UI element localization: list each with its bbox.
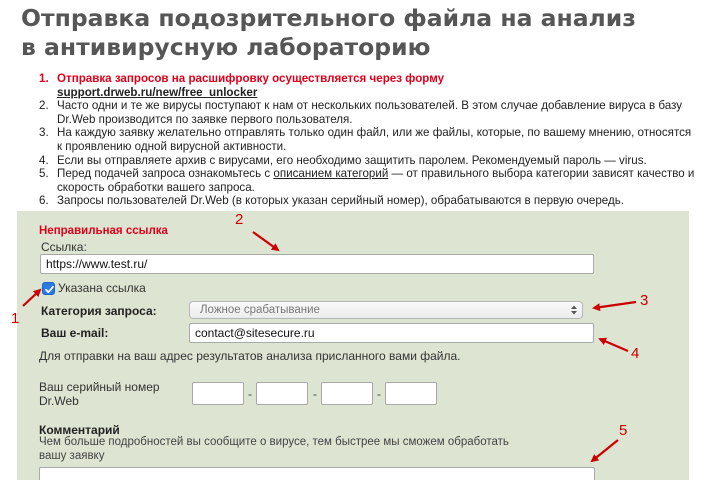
rule-text: Часто одни и те же вирусы поступают к нам от нескольких пользователей. В этом случае добавление вируса в базу Dr.Web производится по заявке первого пользователя. [57,99,683,126]
url-checkbox[interactable] [42,282,55,295]
checkbox-label[interactable]: Указана ссылка [58,281,146,295]
serial-label-line-2: Dr.Web [39,394,79,408]
annotation-number-2: 2 [235,211,244,228]
serial-separator: - [313,387,317,401]
rule-number: 3. [39,126,49,140]
comment-hint-line-1: Чем больше подробностей вы сообщите о вирусе, тем быстрее мы сможем обработать [39,436,509,448]
page-title-line-1: Отправка подозрительного файла на анализ [21,4,636,32]
annotation-number-1: 1 [11,310,20,327]
rule-number: 5. [39,167,49,181]
category-selected-value: Ложное срабатывание [200,304,320,316]
url-label: Ссылка: [41,240,87,254]
rule-number: 4. [39,153,49,167]
page-title [21,4,691,62]
unlocker-link[interactable]: support.drweb.ru/new/free_unlocker [57,85,258,99]
rule-item-1 [39,72,699,99]
rule-number: 2. [39,99,49,113]
comment-textarea[interactable] [39,467,595,480]
rule-text: Отправка запросов на расшифровку осуществляется через форму [57,72,445,85]
serial-input-4[interactable] [385,382,437,405]
serial-input-2[interactable] [256,382,308,405]
serial-separator: - [248,387,252,401]
serial-input-1[interactable] [192,382,244,405]
email-label: Ваш e-mail: [41,326,109,340]
rule-item-3 [39,126,699,153]
select-arrows-icon [570,304,578,316]
checkmark-icon [44,284,55,295]
rule-item-5 [39,167,699,194]
serial-input-3[interactable] [321,382,373,405]
rule-text: На каждую заявку желательно отправлять только один файл, или же файлы, которые, по вашему мнению, относятся к проявлению одной вирусной активности. [57,126,692,153]
rule-number: 1. [39,72,49,85]
categories-link[interactable]: описанием категорий [273,167,389,181]
rule-text: Если вы отправляете архив с вирусами, его необходимо защитить паролем. Рекомендуемый пароль — virus. [57,153,647,167]
serial-label-line-1: Ваш серийный номер [39,380,160,394]
comment-title: Комментарий [39,423,120,437]
rule-item-2 [39,99,699,126]
category-label: Категория запроса: [41,304,157,318]
rule-text: Запросы пользователей Dr.Web (в которых указан серийный номер), обрабатываются в первую очередь. [57,194,625,208]
rule-number: 6. [39,194,49,208]
rule-item-6 [39,194,699,208]
serial-separator: - [377,387,381,401]
comment-hint-line-2: вашу заявку [39,450,105,462]
page-title-line-2: в антивирусную лабораторию [21,33,431,61]
annotation-number-5: 5 [619,422,628,439]
serial-label [39,380,160,408]
email-hint: Для отправки на ваш адрес результатов анализа присланного вами файла. [39,349,461,363]
rule-item-4 [39,154,699,168]
rule-text-after: — от правильного выбора категории зависят качество и скорость обработки вашего запроса. [57,167,695,194]
annotation-number-3: 3 [640,292,649,309]
category-select[interactable] [189,301,583,319]
annotation-number-4: 4 [631,345,640,362]
email-input[interactable] [189,323,594,343]
url-input[interactable] [40,254,594,274]
comment-hint [39,435,509,463]
error-title: Неправильная ссылка [39,225,168,237]
rule-text-before: Перед подачей запроса ознакомьтесь с [57,167,274,181]
rules-list [39,72,699,208]
